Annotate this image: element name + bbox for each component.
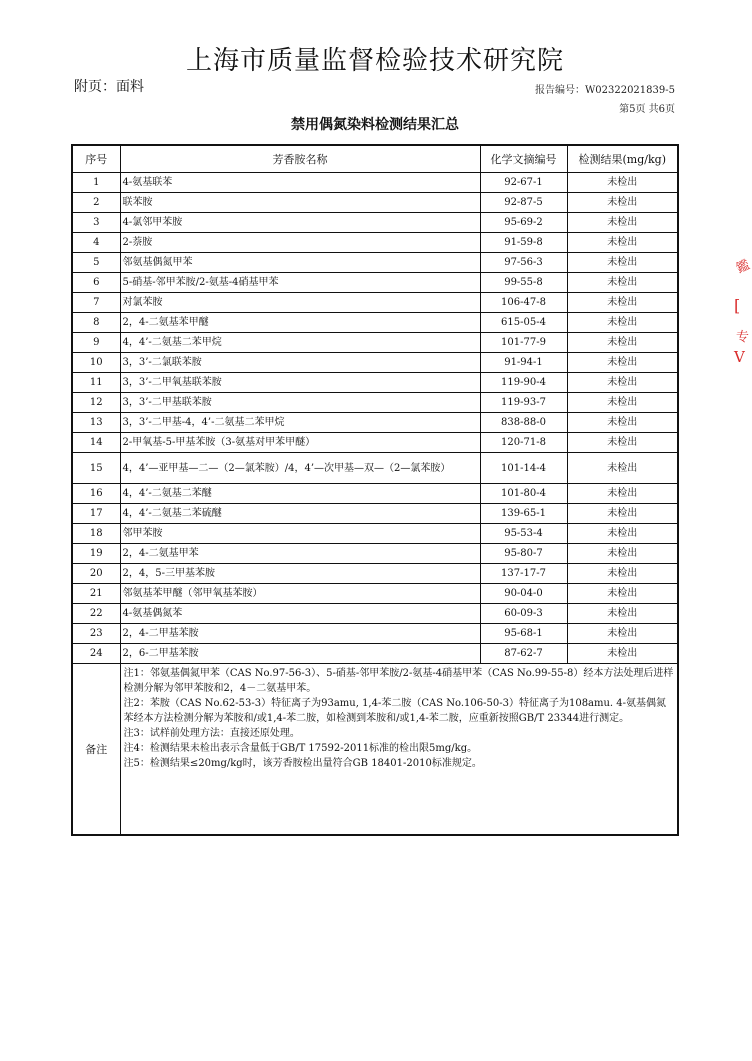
row-result: 未检出 [567,253,678,273]
table-header-row [72,145,678,173]
row-amine-name: 3，3’-二甲基联苯胺 [120,393,480,413]
note-line: 注5：检测结果≤20mg/kg时，该芳香胺检出量符合GB 18401-2010标准规定。 [123,758,482,769]
row-result: 未检出 [567,433,678,453]
row-result: 未检出 [567,333,678,353]
row-result: 未检出 [567,353,678,373]
row-cas-number: 87-62-7 [480,644,567,664]
row-seq: 4 [72,233,120,253]
row-cas-number: 101-77-9 [480,333,567,353]
table-row [72,453,678,484]
table-row [72,253,678,273]
table-row [72,393,678,413]
notes-row [72,664,678,836]
row-amine-name: 4-氯邻甲苯胺 [120,213,480,233]
row-result: 未检出 [567,604,678,624]
row-amine-name: 3，3’-二甲基-4，4’-二氨基二苯甲烷 [120,413,480,433]
table-row [72,584,678,604]
header-cas-number: 化学文摘编号 [480,145,567,173]
row-result: 未检出 [567,504,678,524]
row-seq: 5 [72,253,120,273]
row-amine-name: 邻氨基苯甲醚（邻甲氧基苯胺） [120,584,480,604]
row-result: 未检出 [567,644,678,664]
row-seq: 16 [72,484,120,504]
row-cas-number: 137-17-7 [480,564,567,584]
table-row [72,624,678,644]
row-result: 未检出 [567,453,678,484]
row-result: 未检出 [567,584,678,604]
row-amine-name: 4，4’—亚甲基—二—（2—氯苯胺）/4，4’—次甲基—双—（2—氯苯胺） [120,453,480,484]
row-amine-name: 2-甲氧基-5-甲基苯胺（3-氨基对甲苯甲醚） [120,433,480,453]
appendix-label: 附页：面料 [74,79,144,95]
notes-label: 备注 [72,664,120,836]
row-cas-number: 92-67-1 [480,173,567,193]
row-seq: 18 [72,524,120,544]
row-amine-name: 4-氨基偶氮苯 [120,604,480,624]
row-cas-number: 97-56-3 [480,253,567,273]
table-row [72,644,678,664]
row-seq: 9 [72,333,120,353]
row-cas-number: 120-71-8 [480,433,567,453]
row-amine-name: 2，4-二氨基苯甲醚 [120,313,480,333]
row-seq: 24 [72,644,120,664]
row-cas-number: 95-80-7 [480,544,567,564]
row-result: 未检出 [567,484,678,504]
notes-content [120,664,678,836]
row-result: 未检出 [567,173,678,193]
row-cas-number: 106-47-8 [480,293,567,313]
row-amine-name: 4，4’-二氨基二苯醚 [120,484,480,504]
row-result: 未检出 [567,393,678,413]
row-amine-name: 4，4’-二氨基二苯硫醚 [120,504,480,524]
row-amine-name: 2，6-二甲基苯胺 [120,644,480,664]
row-amine-name: 4，4’-二氨基二苯甲烷 [120,333,480,353]
row-amine-name: 3，3’-二甲氧基联苯胺 [120,373,480,393]
row-seq: 6 [72,273,120,293]
table-row [72,484,678,504]
row-seq: 12 [72,393,120,413]
row-cas-number: 101-80-4 [480,484,567,504]
table-row [72,273,678,293]
row-seq: 8 [72,313,120,333]
seal-stamp [728,240,750,380]
row-result: 未检出 [567,233,678,253]
stamp-char: 专 [736,330,750,345]
row-seq: 7 [72,293,120,313]
row-result: 未检出 [567,373,678,393]
row-seq: 21 [72,584,120,604]
header-result: 检测结果(mg/kg) [567,145,678,173]
row-amine-name: 2-萘胺 [120,233,480,253]
row-cas-number: 139-65-1 [480,504,567,524]
row-amine-name: 对氯苯胺 [120,293,480,313]
table-row [72,213,678,233]
stamp-char: 鑑 [734,257,752,277]
row-result: 未检出 [567,413,678,433]
table-row [72,353,678,373]
note-line: 注3：试样前处理方法：直接还原处理。 [123,728,300,739]
row-result: 未检出 [567,213,678,233]
row-cas-number: 95-68-1 [480,624,567,644]
row-amine-name: 5-硝基-邻甲苯胺/2-氨基-4硝基甲苯 [120,273,480,293]
row-amine-name: 邻氨基偶氮甲苯 [120,253,480,273]
report-number: 报告编号：W02322021839-5 [534,85,675,96]
table-row [72,413,678,433]
row-seq: 20 [72,564,120,584]
header-amine-name: 芳香胺名称 [120,145,480,173]
page-number: 第5页 共6页 [619,104,675,115]
row-seq: 17 [72,504,120,524]
row-amine-name: 2，4-二氨基甲苯 [120,544,480,564]
results-table [71,144,679,836]
institute-title: 上海市质量监督检验技术研究院 [185,46,564,76]
row-seq: 1 [72,173,120,193]
table-row [72,233,678,253]
row-result: 未检出 [567,624,678,644]
row-seq: 19 [72,544,120,564]
row-result: 未检出 [567,273,678,293]
row-seq: 10 [72,353,120,373]
table-row [72,313,678,333]
row-amine-name: 3，3’-二氯联苯胺 [120,353,480,373]
row-amine-name: 联苯胺 [120,193,480,213]
row-cas-number: 119-93-7 [480,393,567,413]
row-seq: 23 [72,624,120,644]
row-result: 未检出 [567,193,678,213]
row-cas-number: 615-05-4 [480,313,567,333]
row-cas-number: 119-90-4 [480,373,567,393]
row-seq: 15 [72,453,120,484]
row-amine-name: 2，4，5-三甲基苯胺 [120,564,480,584]
table-row [72,293,678,313]
row-amine-name: 4-氨基联苯 [120,173,480,193]
row-cas-number: 101-14-4 [480,453,567,484]
note-line: 注2：苯胺（CAS No.62-53-3）特征离子为93amu, 1,4-苯二胺（CAS No.106-50-3）特征离子为108amu. 4-氨基偶氮苯经本方法检测分解为苯胺和/或1,4-苯二胺，如检测到苯胺和/或1,4-苯二胺，应重新按照GB/T 23344进行测定。 [123,698,667,724]
row-amine-name: 2，4-二甲基苯胺 [120,624,480,644]
table-row [72,524,678,544]
row-result: 未检出 [567,564,678,584]
row-result: 未检出 [567,293,678,313]
row-seq: 3 [72,213,120,233]
row-seq: 2 [72,193,120,213]
note-line: 注4：检测结果未检出表示含量低于GB/T 17592-2011标准的检出限5mg/kg。 [123,743,478,754]
row-cas-number: 99-55-8 [480,273,567,293]
table-row [72,433,678,453]
table-row [72,564,678,584]
row-seq: 14 [72,433,120,453]
row-cas-number: 60-09-3 [480,604,567,624]
stamp-char: V [734,348,745,366]
row-seq: 11 [72,373,120,393]
row-cas-number: 838-88-0 [480,413,567,433]
table-row [72,333,678,353]
row-seq: 13 [72,413,120,433]
stamp-char: [ [734,296,741,315]
table-body [72,173,678,836]
row-cas-number: 95-53-4 [480,524,567,544]
row-cas-number: 92-87-5 [480,193,567,213]
row-cas-number: 95-69-2 [480,213,567,233]
row-cas-number: 91-59-8 [480,233,567,253]
row-result: 未检出 [567,313,678,333]
row-cas-number: 91-94-1 [480,353,567,373]
table-row [72,173,678,193]
table-row [72,373,678,393]
row-result: 未检出 [567,544,678,564]
table-row [72,544,678,564]
header-seq: 序号 [72,145,120,173]
table-row [72,504,678,524]
row-seq: 22 [72,604,120,624]
table-row [72,193,678,213]
row-cas-number: 90-04-0 [480,584,567,604]
table-row [72,604,678,624]
note-line: 注1：邻氨基偶氮甲苯（CAS No.97-56-3）、5-硝基-邻甲苯胺/2-氨基-4硝基甲苯（CAS No.99-55-8）经本方法处理后进样检测分解为邻甲苯胺和2，4－二氨基甲苯。 [123,668,674,694]
table-title: 禁用偶氮染料检测结果汇总 [291,117,459,133]
row-amine-name: 邻甲苯胺 [120,524,480,544]
row-result: 未检出 [567,524,678,544]
